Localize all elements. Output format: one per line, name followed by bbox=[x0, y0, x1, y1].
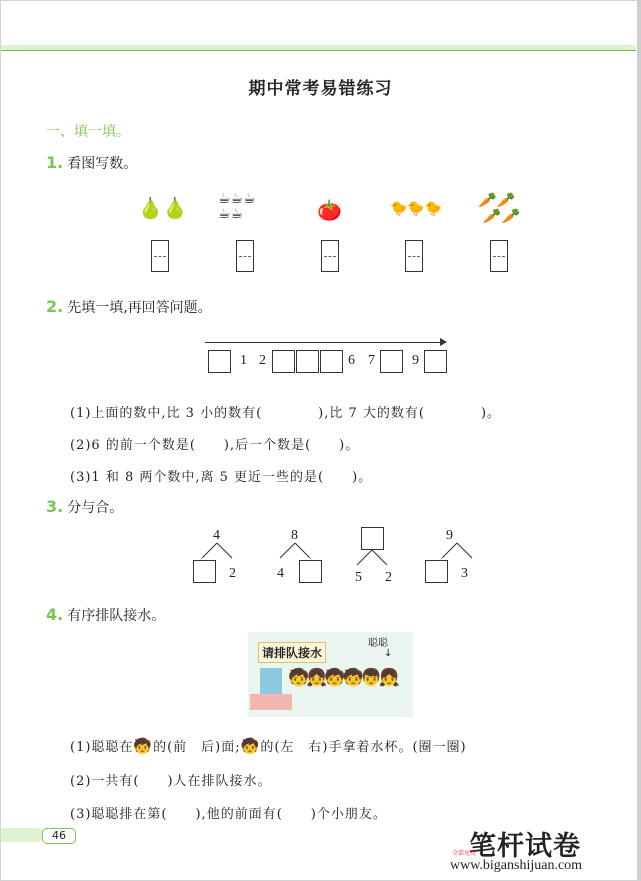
arrow-down-icon: ↓ bbox=[384, 648, 393, 659]
tree-left: 5 bbox=[355, 570, 362, 585]
tree-top: 8 bbox=[291, 528, 298, 543]
answer-box[interactable] bbox=[236, 240, 254, 272]
queue-illustration bbox=[248, 632, 413, 717]
number-label: 6 bbox=[348, 353, 355, 368]
number-label: 2 bbox=[259, 353, 266, 368]
table bbox=[250, 694, 292, 710]
watermark-url: www.biganshijuan.com bbox=[450, 858, 583, 873]
answer-box[interactable] bbox=[405, 240, 423, 272]
number-box[interactable] bbox=[425, 560, 448, 583]
pear-icon: 🍐🍐 bbox=[138, 196, 188, 220]
subquestion: (3)聪聪排在第( ),他的前面有( )个小朋友。 bbox=[70, 807, 387, 822]
question-1: 1. 看图写数。 bbox=[46, 153, 138, 172]
name-label: 聪聪 bbox=[368, 638, 388, 649]
number-box[interactable] bbox=[299, 560, 322, 583]
number-label: 7 bbox=[368, 353, 375, 368]
number-box[interactable] bbox=[296, 350, 319, 373]
arrow-icon bbox=[440, 338, 447, 346]
number-box[interactable] bbox=[361, 527, 384, 550]
page-number: 46 bbox=[42, 828, 76, 844]
question-2: 2. 先填一填,再回答问题。 bbox=[46, 297, 212, 316]
carrot-icon: 🥕🥕 🥕🥕 bbox=[478, 191, 521, 225]
footer-band bbox=[1, 828, 43, 842]
tree-left: 4 bbox=[277, 566, 284, 581]
question-3: 3. 分与合。 bbox=[46, 497, 124, 516]
subquestion: (1)聪聪在 🧒 的(前 后)面; 🧒 的(左 右)手拿着水杯。(圈一圈) bbox=[70, 736, 467, 755]
number-box[interactable] bbox=[380, 350, 403, 373]
answer-box[interactable] bbox=[151, 240, 169, 272]
tree-right: 2 bbox=[385, 570, 392, 585]
subquestion: (3)1 和 8 两个数中,离 5 更近一些的是( )。 bbox=[70, 470, 373, 485]
header-band bbox=[1, 45, 636, 51]
question-4: 4. 有序排队接水。 bbox=[46, 605, 166, 624]
tree-top: 9 bbox=[446, 528, 453, 543]
sign-label: 请排队接水 bbox=[258, 642, 326, 663]
tree-top: 4 bbox=[213, 528, 220, 543]
number-line bbox=[205, 342, 443, 343]
section-heading: 一、填一填。 bbox=[46, 124, 130, 140]
cup-icon: ☕☕☕ ☕☕ bbox=[218, 191, 256, 222]
number-box[interactable] bbox=[424, 350, 447, 373]
number-box[interactable] bbox=[320, 350, 343, 373]
child-face-icon: 🧒 bbox=[240, 736, 261, 755]
child-face-icon: 🧒 bbox=[133, 736, 154, 755]
number-box[interactable] bbox=[193, 560, 216, 583]
number-label: 1 bbox=[240, 353, 247, 368]
subquestion: (2)一共有( )人在排队接水。 bbox=[70, 774, 272, 789]
answer-box[interactable] bbox=[490, 240, 508, 272]
page-title: 期中常考易错练习 bbox=[248, 79, 393, 99]
tree-right: 3 bbox=[461, 566, 468, 581]
watermark-brand: 笔杆试卷 bbox=[469, 831, 581, 862]
chick-icon: 🐤🐤🐤 bbox=[390, 201, 443, 217]
number-box[interactable] bbox=[208, 350, 231, 373]
subquestion: (2)6 的前一个数是( ),后一个数是( )。 bbox=[70, 438, 360, 453]
children-icon: 🧒👧🧒🧒👦👧 bbox=[288, 668, 398, 688]
tomato-icon: 🍅 bbox=[317, 198, 342, 222]
subquestion: (1)上面的数中,比 3 小的数有( ),比 7 大的数有( )。 bbox=[70, 406, 502, 421]
number-box[interactable] bbox=[272, 350, 295, 373]
tree-right: 2 bbox=[229, 566, 236, 581]
number-label: 9 bbox=[412, 353, 419, 368]
watermark-tag: 全部免费 bbox=[452, 850, 477, 857]
answer-box[interactable] bbox=[321, 240, 339, 272]
